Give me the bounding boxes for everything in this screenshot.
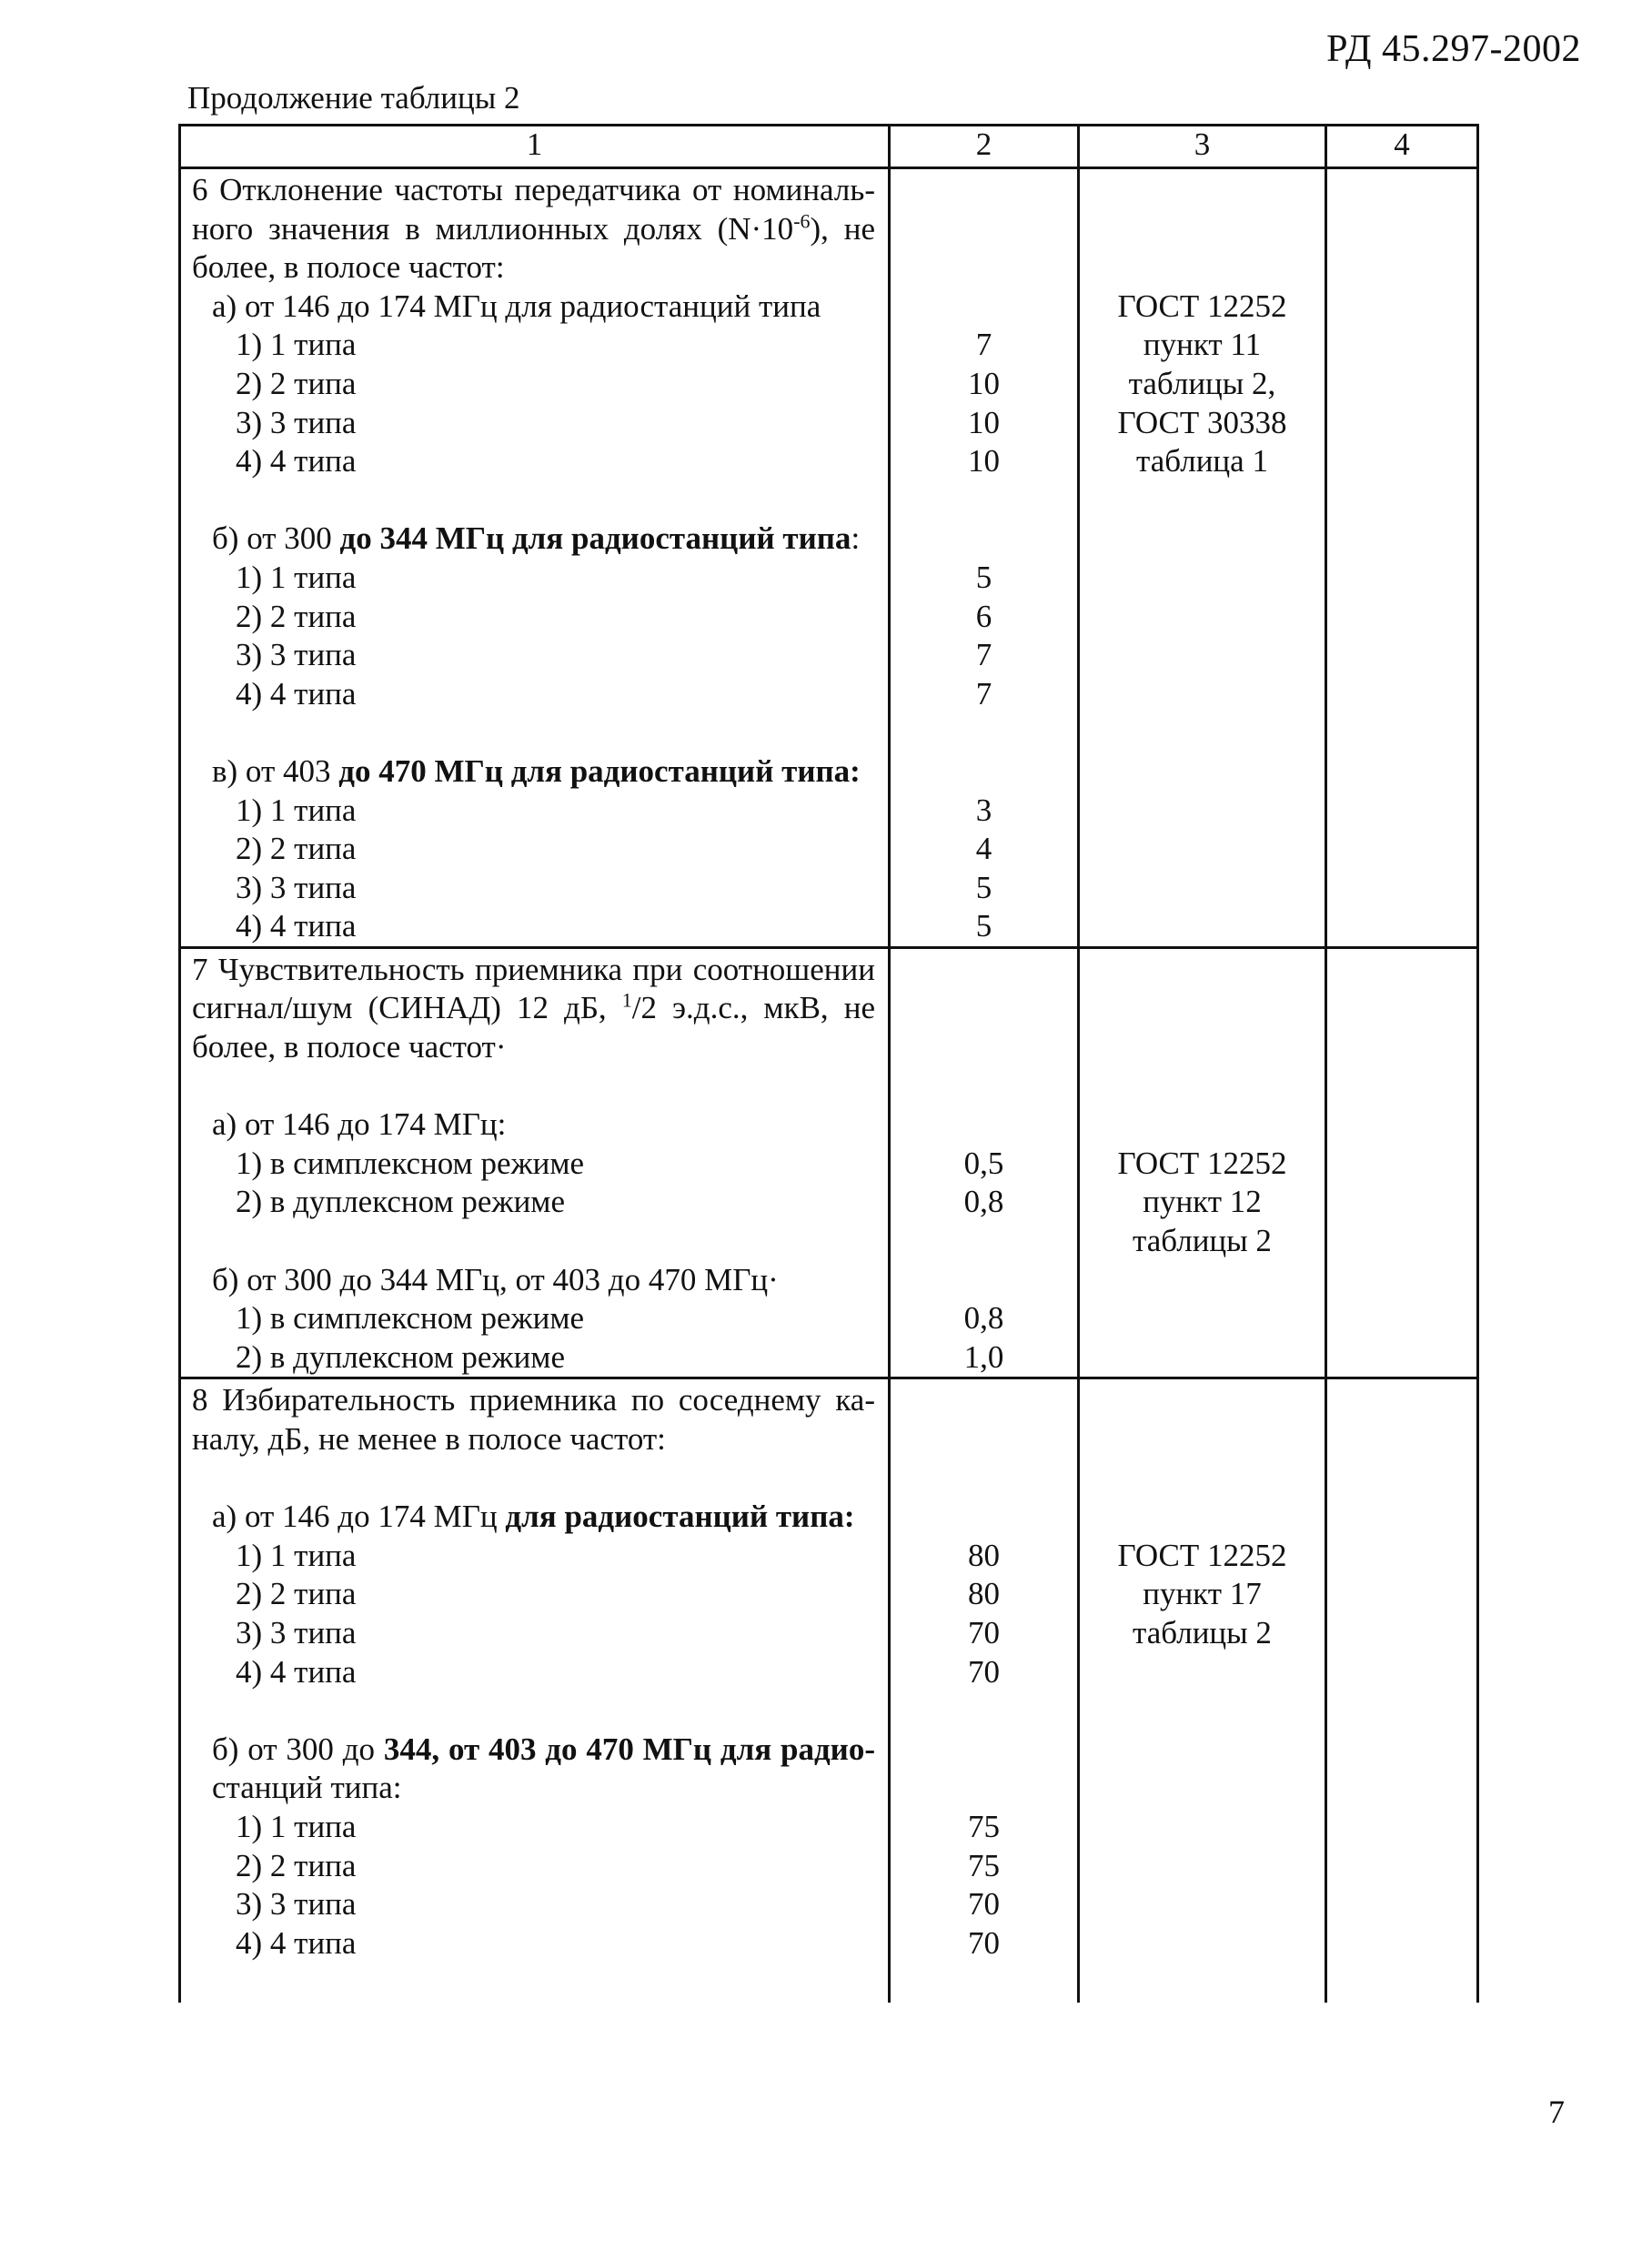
reference-line: пункт 11 [1143,327,1262,363]
list-item: 2) в дуплексном режиме [236,1338,565,1375]
value-cell: 4 [975,831,992,867]
table-row-section-7 [180,947,1478,1378]
section-6-values [890,168,1079,948]
section-7-a-title: а) от 146 до 174 МГц: [212,1106,507,1143]
table-caption: Продолжение таблицы 2 [187,80,520,116]
requirements-table [178,124,1479,2003]
reference-line: ГОСТ 12252 [1117,1145,1287,1181]
reference-line: ГОСТ 12252 [1117,288,1287,324]
table-row-section-8 [180,1378,1478,2003]
value-cell: 10 [968,404,1000,440]
reference-line: пункт 17 [1143,1576,1262,1612]
value-cell: 70 [968,1924,1000,1961]
section-6-line-2: ного значения в миллионных долях $(N\cdot 10^{-6})$, не [192,209,875,247]
value-cell: 70 [968,1614,1000,1650]
value-cell: 5 [975,869,992,905]
value-cell: 70 [968,1886,1000,1923]
list-item: 3) 3 типа [236,404,357,440]
list-item: 4) 4 типа [236,1653,357,1690]
list-item: 3) 3 типа [236,1886,357,1923]
list-item: 1) в симплексном режиме [236,1300,585,1337]
section-8-description [180,1378,890,2003]
section-6-b-title: б) от 300 до 344 МГц для радиостанций типа: [212,520,861,557]
value-cell: 3 [975,792,992,828]
list-item: 1) 1 типа [236,1808,357,1844]
value-cell: 0,5 [963,1145,1004,1181]
value-cell: 75 [968,1808,1000,1844]
section-7-line-3: более, в полосе частот· [192,1029,507,1065]
value-cell: 7 [975,637,992,673]
list-item: 1) 1 типа [236,559,357,595]
document-code: РД 45.297-2002 [1326,28,1581,70]
value-cell: 10 [968,443,1000,479]
list-item: 3) 3 типа [236,869,357,905]
table-header-row [180,126,1478,168]
section-7-notes [1326,947,1478,1378]
header-col-4: 4 [1326,126,1478,168]
section-8-references [1079,1378,1326,2003]
reference-line: таблицы 2, [1128,365,1276,401]
list-item: 1) 1 типа [236,792,357,828]
list-item: 3) 3 типа [236,637,357,673]
list-item: 1) в симплексном режиме [236,1145,585,1181]
value-cell: 1,0 [963,1338,1004,1375]
section-8-b-title: б) от 300 до 344, от 403 до 470 МГц для радио- [212,1731,875,1767]
list-item: 3) 3 типа [236,1614,357,1650]
value-cell: 7 [975,327,992,363]
value-cell: 0,8 [963,1300,1004,1337]
section-8-line-1: 8 Избирательность приемника по соседнему ка- [192,1382,875,1418]
section-7-references [1079,947,1326,1378]
header-col-1: 1 [180,126,890,168]
value-cell: 6 [975,598,992,634]
reference-line: таблицы 2 [1133,1223,1272,1259]
list-item: 4) 4 типа [236,908,357,944]
list-item: 4) 4 типа [236,1924,357,1961]
section-8-b-title-cont: станций типа: [212,1770,402,1806]
section-7-line-1: 7 Чувствительность приемника при соотношении [192,951,875,987]
value-cell: 7 [975,675,992,712]
list-item: 4) 4 типа [236,675,357,712]
value-cell: 80 [968,1537,1000,1573]
list-item: 4) 4 типа [236,443,357,479]
section-8-values [890,1378,1079,2003]
section-8-notes [1326,1378,1478,2003]
list-item: 2) 2 типа [236,1847,357,1883]
value-cell: 5 [975,559,992,595]
section-6-c-title: в) от 403 до 470 МГц для радиостанций типа: [212,752,861,789]
section-6-description [180,168,890,948]
header-col-2: 2 [890,126,1079,168]
list-item: 1) 1 типа [236,327,357,363]
list-item: 2) в дуплексном режиме [236,1184,565,1220]
list-item: 2) 2 типа [236,598,357,634]
section-6-a-title: а) от 146 до 174 МГц для радиостанций типа [212,288,821,324]
page-number: 7 [1548,2094,1565,2130]
value-cell: 0,8 [963,1184,1004,1220]
section-7-line-2: сигнал/шум (СИНАД) 12 дБ, $^1$/2 э.д.с., мкВ, не [192,989,875,1026]
header-col-3: 3 [1079,126,1326,168]
reference-line: ГОСТ 12252 [1117,1537,1287,1573]
value-cell: 10 [968,365,1000,401]
section-7-description [180,947,890,1378]
reference-line: таблицы 2 [1133,1614,1272,1650]
section-8-a-title: а) от 146 до 174 МГц для радиостанций типа: [212,1499,855,1535]
reference-line: таблица 1 [1136,443,1268,479]
section-6-line-1: 6 Отклонение частоты передатчика от номиналь- [192,172,875,207]
section-6-line-3: более, в полосе частот: [192,249,505,286]
section-6-notes [1326,168,1478,948]
section-7-b-title: б) от 300 до 344 МГц, от 403 до 470 МГц· [212,1261,779,1297]
list-item: 1) 1 типа [236,1537,357,1573]
table-row-section-6 [180,168,1478,948]
list-item: 2) 2 типа [236,831,357,867]
list-item: 2) 2 типа [236,365,357,401]
section-7-values [890,947,1079,1378]
list-item: 2) 2 типа [236,1576,357,1612]
value-cell: 70 [968,1653,1000,1690]
value-cell: 75 [968,1847,1000,1883]
section-8-line-2: налу, дБ, не менее в полосе частот: [192,1421,666,1457]
section-6-references [1079,168,1326,948]
value-cell: 5 [975,908,992,944]
value-cell: 80 [968,1576,1000,1612]
reference-line: ГОСТ 30338 [1117,404,1287,440]
reference-line: пункт 12 [1143,1184,1262,1220]
